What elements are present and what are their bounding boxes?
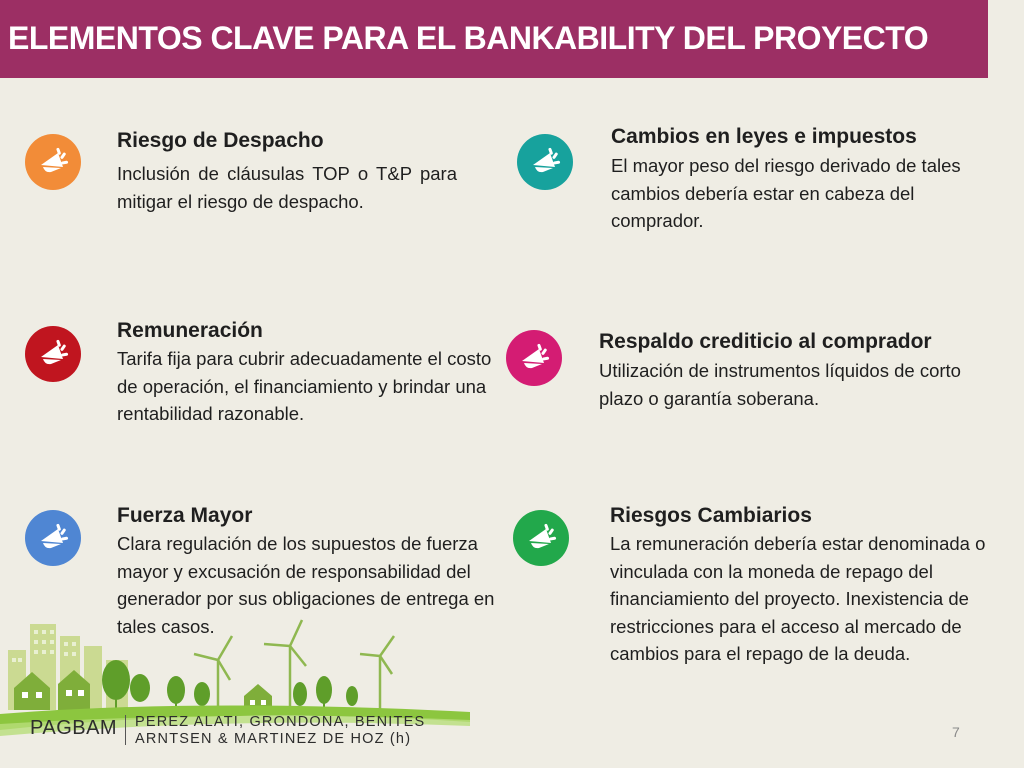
megaphone-icon <box>25 510 81 566</box>
item-title: Respaldo crediticio al comprador <box>599 330 932 353</box>
firm-logo: PAGBAM <box>30 717 118 739</box>
item-title: Cambios en leyes e impuestos <box>611 125 917 148</box>
item-description: La remuneración debería estar denominada o vinculada con la moneda de repago del financiamiento del proyecto. Inexistencia de restricciones para el acceso al mercado de cambios para el repago de la deuda. <box>610 533 986 664</box>
item-title: Remuneración <box>117 319 263 342</box>
item-description: El mayor peso del riesgo derivado de tales cambios debería estar en cabeza del comprador. <box>611 155 961 231</box>
page-number: 7 <box>952 724 960 740</box>
item-title: Riesgo de Despacho <box>117 129 324 152</box>
item-description: Inclusión de cláusulas TOP o T&P para mitigar el riesgo de despacho. <box>117 163 457 212</box>
megaphone-icon <box>506 330 562 386</box>
item-description: Clara regulación de los supuestos de fuerza mayor y excusación de responsabilidad del generador por sus obligaciones de entrega en tales casos. <box>117 533 495 637</box>
title-bar <box>0 0 988 78</box>
item-title: Fuerza Mayor <box>117 504 253 527</box>
megaphone-icon <box>25 134 81 190</box>
item-title: Riesgos Cambiarios <box>610 504 812 527</box>
slide-title: ELEMENTOS CLAVE PARA EL BANKABILITY DEL PROYECTO <box>8 20 929 56</box>
firm-name-line-1: PEREZ ALATI, GRONDONA, BENITES <box>135 714 426 730</box>
item-description: Utilización de instrumentos líquidos de corto plazo o garantía soberana. <box>599 360 961 409</box>
logo-divider <box>125 715 126 745</box>
firm-name-line-2: ARNTSEN & MARTINEZ DE HOZ (h) <box>135 731 412 747</box>
megaphone-icon <box>517 134 573 190</box>
megaphone-icon <box>25 326 81 382</box>
megaphone-icon <box>513 510 569 566</box>
item-description: Tarifa fija para cubrir adecuadamente el costo de operación, el financiamiento y brindar una rentabilidad razonable. <box>117 348 492 424</box>
